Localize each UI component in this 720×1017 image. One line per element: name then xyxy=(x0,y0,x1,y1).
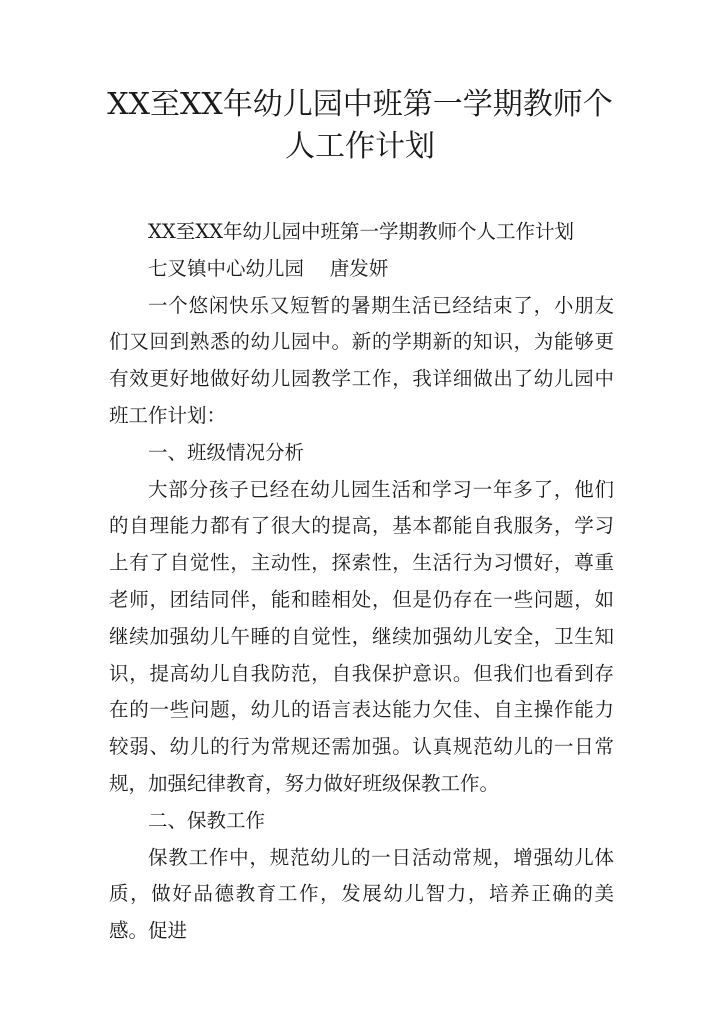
care-education-paragraph: 保教工作中，规范幼儿的一日活动常规，增强幼儿体质，做好品德教育工作，发展幼儿智力，培养正确的美感。促进 xyxy=(109,845,614,943)
class-analysis-paragraph: 大部分孩子已经在幼儿园生活和学习一年多了，他们的自理能力都有了很大的提高，基本都能自我服务，学习上有了自觉性，主动性，探索性，生活行为习惯好，尊重老师，团结同伴，能和睦相处，但是仍存在一些问题，如继续加强幼儿午睡的自觉性，继续加强幼儿安全，卫生知识，提高幼儿自我防范，自我保护意识。但我们也看到存在的一些问题，幼儿的语言表达能力欠佳、自主操作能力较弱、幼儿的行为常规还需加强。认真规范幼儿的一日常规，加强纪律教育，努力做好班级保教工作。 xyxy=(109,477,614,795)
subtitle-paragraph: XX至XX年幼儿园中班第一学期教师个人工作计划 xyxy=(148,220,575,243)
section-heading-care-education: 二、保教工作 xyxy=(148,808,266,832)
intro-paragraph: 一个悠闲快乐又短暂的暑期生活已经结束了，小朋友们又回到熟悉的幼儿园中。新的学期新的知识，为能够更有效更好地做好幼儿园教学工作，我详细做出了幼儿园中班工作计划： xyxy=(109,293,614,427)
section-heading-class-analysis: 一、班级情况分析 xyxy=(148,440,305,464)
document-body xyxy=(109,214,614,950)
author-paragraph: 七叉镇中心幼儿园 唐发妍 xyxy=(148,256,389,280)
document-title: XX至XX年幼儿园中班第一学期教师个人工作计划 xyxy=(107,87,613,164)
